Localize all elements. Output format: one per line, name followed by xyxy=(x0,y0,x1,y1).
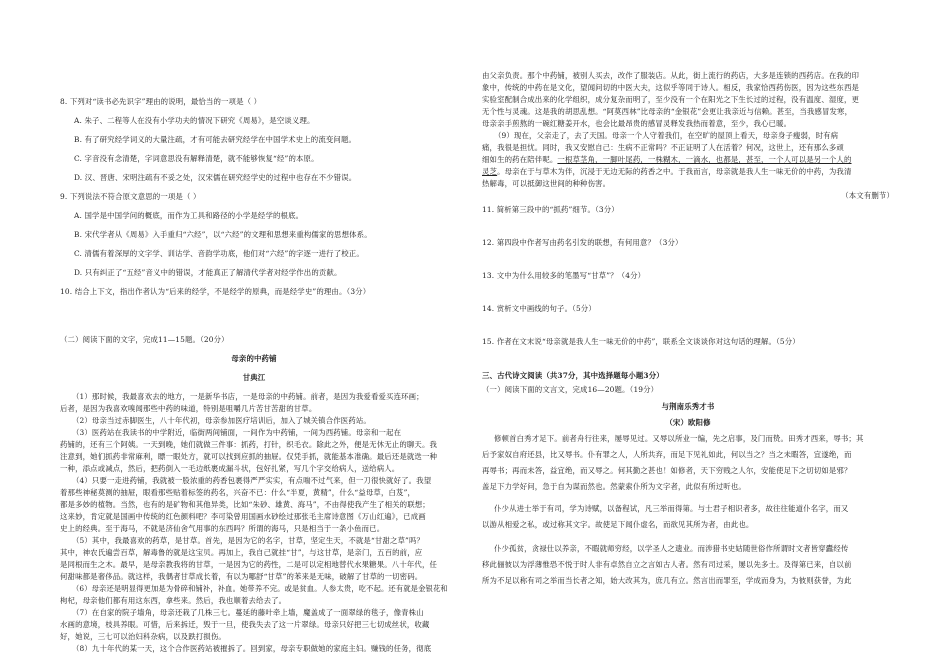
paragraph-9-line-2: 痛，我很是担忧。同时，我又安慰自己：生病不正常吗？不正证明了人在活着？何况，这世上，还有那么多顽 xyxy=(482,143,844,152)
paragraph-9-line-3 xyxy=(482,154,852,165)
q8-option-b: B. 有了研究经学词义的大量注疏，才有可能去研究经学在中国学术史上的流变问题。 xyxy=(74,135,357,144)
paragraph-9-text: 。母亲在于与草木为伴，沉浸于无边无际的药香之中。于我而言，母亲就是我人生一味无价的中药，为我清 xyxy=(497,167,852,176)
paragraph-3-line-1: （3）医药站在我读书的中学附近，临街两间铺面，一间作为中药铺，一间为西药铺。母亲和一起在 xyxy=(72,428,402,437)
classical-title: 与荆南乐秀才书 xyxy=(661,402,715,411)
paragraph-5-line-4: 何甜味都是奢侈品。就这样，我偶者甘草成长着，有以为哪舒“甘草”的苯来是无味，破解了甘草的一切密码。 xyxy=(60,572,423,581)
essay-author: 甘典江 xyxy=(242,373,266,382)
classical-line-9: 所为不足以称有司之举而当长者之知，始大改其为，庶几有立。然言出而罪至，学成而身为，为彼则获誉，为此 xyxy=(482,576,852,585)
classical-line-1: 修顿首白秀才足下。前者舟行往来，屡辱见过。又辱以所业一编，先之启事，及门而贽。田秀才西来，辱书；其 xyxy=(494,434,864,443)
paragraph-8-line-5: 无个性与灵魂。这是我的胡思乱想。“阿莫西林”比母亲的“金银花”会更让我亲近与信赖。甚至，当我感冒发寒， xyxy=(482,107,853,116)
paragraph-5-line-3: 是同根而生之木。最早，是母亲教我将的甘草，一是因为它的药性，二是可以定相地替代水果糖果。八十年代，任 xyxy=(60,560,438,569)
paragraph-8-line-2: 由父亲负责。那个中药铺，被别人买去，改作了服装店。从此，街上流行的药店，大多是连锁的西药店。在我的印 xyxy=(482,71,860,80)
essay-title: 母亲的中药铺 xyxy=(231,354,277,363)
paragraph-8-line-3: 象中，传统的中药在是文化，望闻问切的中医大夫，这似乎等同于诗人。相反，我家恰西药伤医，因为这些东西是 xyxy=(482,83,860,92)
classical-line-5: 仆少从进士举于有司，学为诗赋，以备程试，凡三举而得第。与士君子相识者多，故往往能道仆名字，而又 xyxy=(494,504,849,513)
paragraph-4-line-3: 都是多妙的植物。当然，也有的是矿物和其他异类，比如“朱砂、雄黄、海马”，不由得使我产生了相关的联想； xyxy=(60,500,430,509)
paragraph-9-line-5: 热解毒，可以抵御这世间的种种伤害。 xyxy=(482,179,611,188)
section-3-subheading: （一）阅读下面的文言文，完成16—20题。（19分） xyxy=(482,385,659,394)
paragraph-6-line-2: 枸杞，母亲他们都有用这东西，拿些来。然后，我也顺着去给去了。 xyxy=(60,596,287,605)
q9-option-d: D. 只有纠正了“五经”音义中的错误，才能真正了解清代学者对经学作出的贡献。 xyxy=(74,268,342,277)
paragraph-9-line-4 xyxy=(482,166,852,177)
q9-option-c: C. 清儒有着深厚的文字学、训诂学、音韵学功底，他们对“六经”的字逐一进行了校正。 xyxy=(74,249,364,258)
question-15: 15. 作者在文末说“母亲就是我人生一味无价的中药”，联系全文谈谈你对这句话的理解。（5分） xyxy=(482,337,800,346)
q9-option-b: B. 宋代学者从《周易》入手重归“六经”，以“六经”的文理和思想来重构儒家的思想体系。 xyxy=(74,230,372,239)
paragraph-4-line-1: （4）只要一走进药铺，我就被一股浓重的药香包裹得严严实实，有点喘不过气来，但一刀很快就好了。我望 xyxy=(72,476,432,485)
paragraph-6-line-1: （6）母亲还是明显得更加是为骨碎和铺补，补血。她带养不完。或是贫血。人参太贵，吃不起。还有就是金银花和 xyxy=(72,584,448,593)
paragraph-3-line-4: 一种，添点或减点，然后，把药倒入一毛边纸裹成漏斗状，包好扎紧，写几个字交给病人，送给病人。 xyxy=(60,464,400,473)
paragraph-4-line-4: 这来妙，肯定就是国画中传统的红色颜料吧？李可染曾用国画水砂绘过那张毛主席诗意图《万山红遍》，已成画 xyxy=(60,512,426,521)
paragraph-7-line-1: （7）在自家的院子墙角，母亲还栽了几株三七。蔓延的藤叶牵上墙，魔盖成了一面翠绿的毯子，像青株山 xyxy=(72,608,424,617)
q8-option-a: A. 朱子、二程等人在没有小学功夫的情况下研究《周易》，是空谈义理。 xyxy=(74,116,315,125)
paragraph-3-line-3: 注意到，她们抓药非常麻利，瞟一眼处方，就可以找到应抓的抽屉。仅凭手抓，就能基本准确。最后还是就迭一种 xyxy=(60,452,438,461)
question-12: 12. 第四段中作者写由药名引发的联想，有何用意？（3分） xyxy=(482,238,683,247)
classical-line-3: 再辱书；再而未答，益宜绝，而又辱之。何其勤之甚也！如修者，天下穷贱之人尔，安能使足下之切切如是邪？ xyxy=(482,466,852,475)
paragraph-7-line-2: 水画的意境，枝具养眼。可惜，后来拆迁，毁于一旦，使我失去了这一片翠绿。母亲只好把三七切成丝状，收藏 xyxy=(60,620,430,629)
section-3-heading: 三、古代诗文阅读（共37分，其中选择题每小题3分） xyxy=(482,371,664,380)
paragraph-9-text: 细如生的药在陪伴呢。 xyxy=(482,155,558,164)
classical-author: （宋）欧阳修 xyxy=(665,418,711,427)
underlined-sentence-end: 灵芝 xyxy=(482,167,498,176)
classical-line-7: 仆少孤贫，贪禄仕以养亲，不暇就师穷经，以学圣人之遗业。而涉猎书史姑随世俗作所谓时文者皆穿蠹经传 xyxy=(494,544,849,553)
paragraph-2: （2）母亲当过赤脚医生，八十年代初，母亲参加医疗培训后，加入了城关镇合作医药站。 xyxy=(72,416,371,425)
classical-line-8: 移此俪彼以为浮薄惟恐不悦于时人非有卓然自立之言如古人者。然有司过采，屡以先多士。及得第已来，自以前 xyxy=(482,560,852,569)
q8-option-d: D. 汉、晋唐、宋明注疏有不妥之处，汉宋儒在研究经学史的过程中也存在不少错误。 xyxy=(74,173,357,182)
paragraph-1-line-1: （1）那时候，我最喜欢去的地方，一是新华书店，一是母亲的中药铺。前者，是因为我爱看爱买连环画； xyxy=(72,392,424,401)
paragraph-5-line-1: （5）其中，我最喜欢的药草，是甘草。首先，是因为它的名字，甘草，坚定生天，不就是“甘甜之草”吗？ xyxy=(72,536,425,545)
paragraph-1-line-2: 后者，是因为我喜欢嗅闻那些中药的味道，特别是咀嚼几片苦甘苦甜的甘草。 xyxy=(60,404,317,413)
underlined-sentence: 一根草茎角，一脚叶尾药，一株糊木，一滴水，也都是，甚至，一个人可以是另一个人的 xyxy=(557,155,852,164)
question-11: 11. 简析第三段中的“抓药”细节。（3分） xyxy=(482,205,619,214)
source-note: （本文有删节） xyxy=(841,191,894,200)
paragraph-4-line-5: 史上的经典。至于海马，不就是济仙舍气用事的东西吗？所谓的海马，只是相当于一条小鱼而已。 xyxy=(60,524,385,533)
paragraph-8-line-4: 实验室配制合成出来的化学组织，成分复杂而明了，至少没有一个在阳光之下生长过的过程，没有温度、湿度，更 xyxy=(482,95,860,104)
paragraph-7-line-3: 好，她说，三七可以治妇科杂病，以及跌打损伤。 xyxy=(60,632,226,641)
paragraph-4-line-2: 着那些神秘莫测的抽屉，眼看那些贴着标签的药名，兴奋不已：什么“半夏，黄精”，什么“益母草，白芨”， xyxy=(60,488,416,497)
section-2-heading: （二）阅读下面的文字，完成11—15题。（20分） xyxy=(60,335,229,344)
q10-stem: 10. 结合上下文，指出作者认为“后来的经学，不是经学的原典，而是经学史”的理由。（3分） xyxy=(60,287,371,296)
question-13: 13. 文中为什么用较多的笔墨写“甘草”？（4分） xyxy=(482,271,646,280)
q8-stem: 8. 下列对“读书必先识字”理由的说明，最恰当的一项是（ ） xyxy=(60,97,262,106)
classical-line-4: 盖足下力学好问，急于自为谋而然也。然蒙索仆所为文字者，此似有所过听也。 xyxy=(482,482,746,491)
paragraph-8-line-6: 母亲亲手煎熬的一碗红糖姜开水，也会比最昂贵的感冒灵释发我热而着意，至少，我心已暖。 xyxy=(482,119,792,128)
paragraph-5-line-2: 其中，神农氏遍尝百草，解毒鲁的就是这宝贝。再加上，我自己就挂“甘”，与这甘草，是亲门，五百的前，应 xyxy=(60,548,423,557)
classical-line-2: 后予家奴自府还县，比又辱书。仆有罪之人，人所共弃，而足下见礼如此，何以当之？当之未暇答，宜遂绝，而 xyxy=(482,450,852,459)
classical-line-6: 以游从相爱之私，或过称其文字。故使足下闻仆虚名，而欲见其所为者，由此也。 xyxy=(482,520,754,529)
q9-option-a: A. 国学是中国学问的概底，而作为工具和路径的小学是经学的根底。 xyxy=(74,211,304,220)
q8-option-c: C. 字音没有念清楚，字词意思没有解释清楚，就不能够恢复“经”的本原。 xyxy=(74,154,319,163)
paragraph-3-line-2: 药铺的，还有三个阿姨。一天到晚，她们就做三件事：抓药，打针，织毛衣。除此之外，便是无休无止的聊天。我 xyxy=(60,440,438,449)
q9-stem: 9. 下列说法不符合原文意思的一项是（ ） xyxy=(60,192,201,201)
paragraph-9-line-1: （9）现在，父亲走了，去了天国。母亲一个人守着我们，在空旷的屋顶上看天，母亲身子瘦弱，时有病 xyxy=(494,131,839,140)
paragraph-8-line-1: （8）九十年代的某一天，这个合作医药站被摧拆了。回到家，母亲专职做她的家庭主妇。赚钱的任务，彻底 xyxy=(72,644,432,653)
question-14: 14. 赏析文中画线的句子。（5分） xyxy=(482,304,596,313)
